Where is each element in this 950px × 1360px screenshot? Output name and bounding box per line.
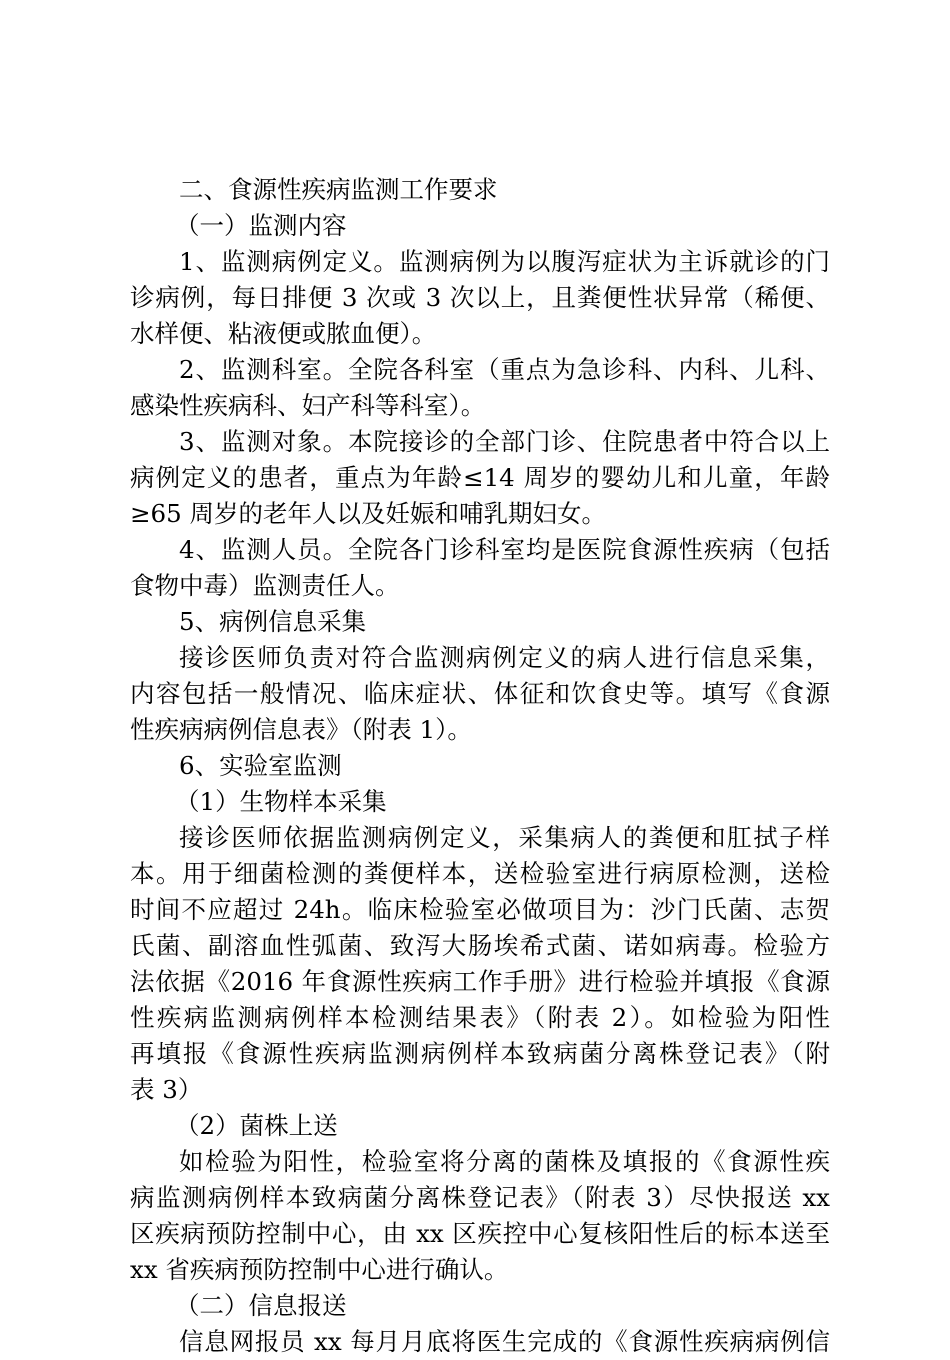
paragraph-line: ≥65 周岁的老年人以及妊娠和哺乳期妇女。 (130, 499, 606, 528)
paragraph-line: 2、监测科室。全院各科室（重点为急诊科、内科、儿科、 (179, 355, 830, 384)
paragraph-line: 3、监测对象。本院接诊的全部门诊、住院患者中符合以上 (179, 427, 830, 456)
paragraph-line: 信息网报员 xx 每月月底将医生完成的《食源性疾病病例信 (179, 1327, 830, 1356)
document-page (130, 172, 830, 1360)
paragraph-line: 性疾病病例信息表》（附表 1）。 (130, 715, 472, 744)
paragraph-line: 诊病例，每日排便 3 次或 3 次以上，且粪便性状异常（稀便、 (130, 283, 830, 312)
paragraph-line: 4、监测人员。全院各门诊科室均是医院食源性疾病（包括 (179, 535, 830, 564)
paragraph-line: 水样便、粘液便或脓血便）。 (130, 319, 437, 348)
paragraph-line: 区疾病预防控制中心，由 xx 区疾控中心复核阳性后的标本送至 (130, 1219, 830, 1248)
paragraph-line: 本。用于细菌检测的粪便样本，送检验室进行病原检测，送检 (130, 859, 830, 888)
paragraph-line: 食物中毒）监测责任人。 (130, 571, 400, 600)
paragraph-line: 病监测病例样本致病菌分离株登记表》（附表 3）尽快报送 xx (130, 1183, 830, 1212)
item-heading: 6、实验室监测 (179, 751, 342, 780)
subsection-heading: （二）信息报送 (175, 1291, 347, 1320)
paragraph-line: 氏菌、副溶血性弧菌、致泻大肠埃希式菌、诺如病毒。检验方 (130, 931, 830, 960)
item-heading: 5、病例信息采集 (179, 607, 367, 636)
paragraph-line: 内容包括一般情况、临床症状、体征和饮食史等。填写《食源 (130, 679, 830, 708)
paragraph-line: 1、监测病例定义。监测病例为以腹泻症状为主诉就诊的门 (179, 247, 830, 276)
sub-item-heading: （1）生物样本采集 (175, 787, 387, 816)
section-heading: 二、食源性疾病监测工作要求 (179, 175, 498, 204)
subsection-heading: （一）监测内容 (175, 211, 347, 240)
sub-item-heading: （2）菌株上送 (175, 1111, 338, 1140)
paragraph-line: 病例定义的患者，重点为年龄≤14 周岁的婴幼儿和儿童，年龄 (130, 463, 830, 492)
paragraph-line: 法依据《2016 年食源性疾病工作手册》进行检验并填报《食源 (130, 967, 830, 996)
paragraph-line: 再填报《食源性疾病监测病例样本致病菌分离株登记表》（附 (130, 1039, 830, 1068)
paragraph-line: 表 3） (130, 1075, 203, 1104)
paragraph-line: 时间不应超过 24h。临床检验室必做项目为：沙门氏菌、志贺 (130, 895, 830, 924)
paragraph-line: 如检验为阳性，检验室将分离的菌株及填报的《食源性疾 (179, 1147, 830, 1176)
paragraph-line: xx 省疾病预防控制中心进行确认。 (130, 1255, 509, 1284)
paragraph-line: 性疾病监测病例样本检测结果表》（附表 2）。如检验为阳性 (130, 1003, 830, 1032)
paragraph-line: 接诊医师依据监测病例定义，采集病人的粪便和肛拭子样 (179, 823, 830, 852)
paragraph-line: 接诊医师负责对符合监测病例定义的病人进行信息采集， (179, 643, 830, 672)
paragraph-line: 感染性疾病科、妇产科等科室）。 (130, 391, 486, 420)
